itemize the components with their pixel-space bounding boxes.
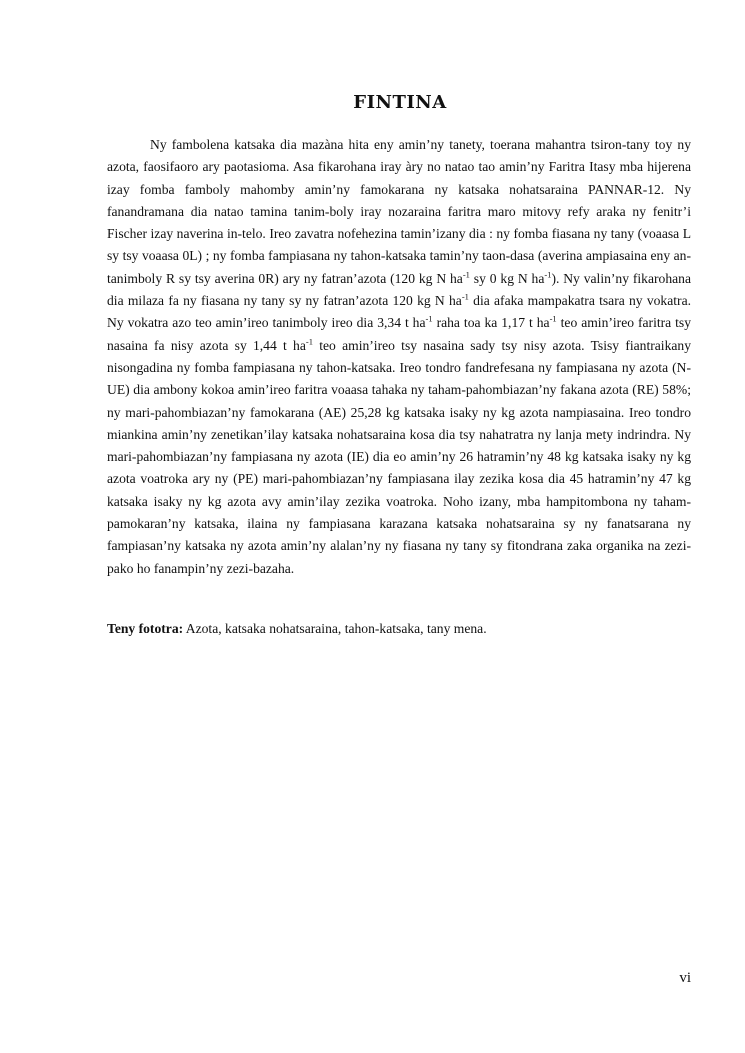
abstract-text-segment: dia afaka mampakatra tsara ny vokatra. Ny vokatra azo teo amin’ireo tanimboly ireo dia 3,34 t ha [107,293,691,331]
page-title: FINTINA [353,92,447,113]
abstract-text-segment: teo amin’ireo tsy nasaina sady tsy nisy azota. Tsisy fiantraikany nisongadina ny fomba fampiasana ny tahon-katsaka. Ireo tondro fandrefesana ny fampiasana ny azota (N-UE) dia ambony kokoa amin’ireo faritra voaasa tahaka ny taham-pahombiazan’ny fakana azota (RE) 58%; ny mari-pahombiazan’ny famokarana (AE) 25,28 kg katsaka isaky ny kg azota nampiasaina. Ireo tondro miankina amin’ny zenetikan’ilay katsaka nohatsaraina kosa dia tsy nahatratra ny lanja mety indrindra. Ny mari-pahombiazan’ny fampiasana ny azota (IE) dia eo amin’ny 26 hatramin’ny 48 kg katsaka isaky ny kg azota voatroka ary ny (PE) mari-pahombiazan’ny fampiasana ilay zezika kosa dia 45 hatramin’ny 47 kg katsaka isaky ny kg azota avy amin’ilay zezika voatroka. Noho izany, mba hampitombona ny taham-pamokaran’ny katsaka, ilaina ny fampiasana karazana katsaka nohatsaraina sy ny fanatsarana ny fampiasan’ny katsaka ny azota amin’ny alalan’ny ny fiasana ny tany sy fitondrana zaka organika na zezi-pako ho fanampin’ny zezi-bazaha. [107,337,691,576]
keywords-label: Teny fototra: [107,621,184,636]
superscript-exponent: -1 [549,313,557,324]
abstract-text-segment: raha toa ka 1,17 t ha [432,315,550,331]
superscript-exponent: -1 [462,269,470,280]
page-number: vi [679,970,691,986]
abstract-paragraph [107,134,691,580]
keywords-text: Azota, katsaka nohatsaraina, tahon-katsaka, tany mena. [183,621,487,636]
abstract-text-segment: ). Ny valin’ny fikarohana dia milaza fa ny fiasana ny tany sy ny fatran’azota 120 kg N ha [107,270,691,309]
abstract-text-segment: Ny fambolena katsaka dia mazàna hita eny amin’ny tanety, toerana mahantra tsiron-tany toy ny azota, faosifaoro ary paotasioma. Asa fikarohana iray àry no natao tao amin’ny Faritra Itasy mba hijerena izay fomba famboly mahomby amin’ny famokarana ny katsaka nohatsaraina PANNAR-12. Ny fanandramana dia natao tamina tanim-boly iray nozaraina faritra maro mitovy refy araka ny fenitr’i Fischer izay naverina in-telo. Ireo zavatra nofehezina tamin’izany dia : ny fomba fiasana ny tany (voaasa L sy tsy voaasa 0L) ; ny fomba fampiasana ny tahon-katsaka tamin’ny taon-dasa (averina ampiasaina eny an-tanimboly R sy tsy averina 0R) ary ny fatran’azota (120 kg N ha [107,137,691,286]
superscript-exponent: -1 [461,291,469,302]
keywords-line [107,618,691,640]
superscript-exponent: -1 [544,269,552,280]
superscript-exponent: -1 [305,336,313,347]
abstract-text-segment: sy 0 kg N ha [469,270,545,286]
superscript-exponent: -1 [425,313,433,324]
abstract-text-segment: teo amin’ireo faritra tsy nasaina fa nisy azota sy 1,44 t ha [107,315,692,353]
